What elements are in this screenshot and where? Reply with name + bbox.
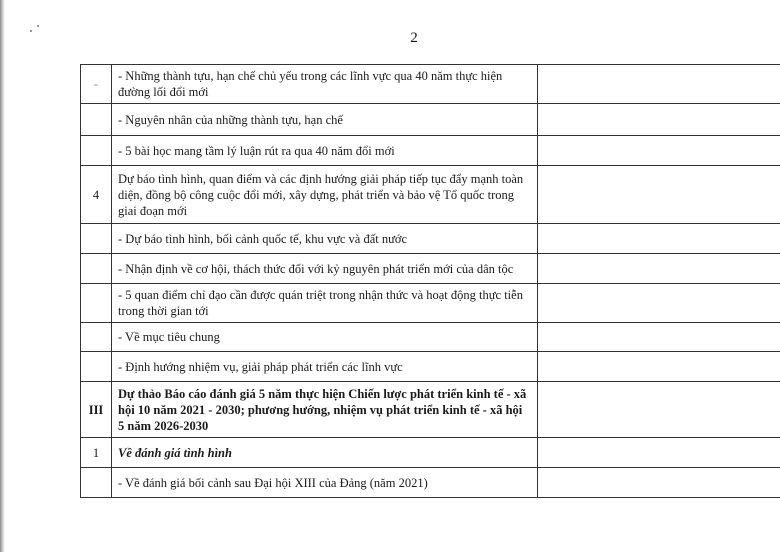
table-row bbox=[81, 104, 780, 136]
row-content: Dự thảo Báo cáo đánh giá 5 năm thực hiện Chiến lược phát triển kinh tế - xã hội 10 năm 2021 - 2030; phương hướng, nhiệm vụ phát triển kinh tế - xã hội 5 năm 2026-2030 bbox=[112, 382, 538, 438]
row-number bbox=[81, 104, 112, 136]
empty-cell bbox=[538, 104, 780, 136]
table-row bbox=[81, 352, 780, 382]
row-content: - Những thành tựu, hạn chế chủ yếu trong các lĩnh vực qua 40 năm thực hiện đường lối đổi mới bbox=[112, 65, 538, 104]
row-content: - Nhận định về cơ hội, thách thức đối với kỷ nguyên phát triển mới của dân tộc bbox=[112, 254, 538, 284]
table-row bbox=[81, 166, 780, 224]
empty-cell bbox=[538, 136, 780, 166]
row-content: - Về mục tiêu chung bbox=[112, 323, 538, 352]
row-number: 1 bbox=[81, 438, 112, 468]
row-number bbox=[81, 323, 112, 352]
row-content: - Định hướng nhiệm vụ, giải pháp phát triển các lĩnh vực bbox=[112, 352, 538, 382]
scan-speck bbox=[37, 25, 39, 27]
scan-speck bbox=[30, 30, 32, 32]
row-number bbox=[81, 284, 112, 323]
table-row bbox=[81, 65, 780, 104]
scan-edge-shadow bbox=[0, 0, 5, 552]
empty-cell bbox=[538, 224, 780, 254]
row-number: 4 bbox=[81, 166, 112, 224]
empty-cell bbox=[538, 254, 780, 284]
empty-cell bbox=[538, 438, 780, 468]
empty-cell bbox=[538, 352, 780, 382]
row-content: - Dự báo tình hình, bối cảnh quốc tế, khu vực và đất nước bbox=[112, 224, 538, 254]
empty-cell bbox=[538, 468, 780, 498]
table-row bbox=[81, 254, 780, 284]
table-row bbox=[81, 323, 780, 352]
row-number bbox=[81, 352, 112, 382]
row-number bbox=[81, 224, 112, 254]
row-number: - bbox=[81, 65, 112, 104]
row-content: Về đánh giá tình hình bbox=[112, 438, 538, 468]
row-number: III bbox=[81, 382, 112, 438]
table-row bbox=[81, 438, 780, 468]
page-number: 2 bbox=[410, 30, 418, 46]
empty-cell bbox=[538, 65, 780, 104]
empty-cell bbox=[538, 166, 780, 224]
content-table bbox=[80, 64, 780, 498]
row-number bbox=[81, 136, 112, 166]
row-content: Dự báo tình hình, quan điểm và các định hướng giải pháp tiếp tục đẩy mạnh toàn diện, đồng bộ công cuộc đổi mới, xây dựng, phát triển và bảo vệ Tổ quốc trong giai đoạn mới bbox=[112, 166, 538, 224]
row-number bbox=[81, 468, 112, 498]
empty-cell bbox=[538, 323, 780, 352]
table-row bbox=[81, 382, 780, 438]
row-number bbox=[81, 254, 112, 284]
row-content: - 5 bài học mang tầm lý luận rút ra qua 40 năm đổi mới bbox=[112, 136, 538, 166]
empty-cell bbox=[538, 382, 780, 438]
table-row bbox=[81, 468, 780, 498]
empty-cell bbox=[538, 284, 780, 323]
table-row bbox=[81, 136, 780, 166]
table-row bbox=[81, 284, 780, 323]
row-content: - Về đánh giá bối cảnh sau Đại hội XIII của Đảng (năm 2021) bbox=[112, 468, 538, 498]
row-content: - Nguyên nhân của những thành tựu, hạn chế bbox=[112, 104, 538, 136]
table-row bbox=[81, 224, 780, 254]
row-content: - 5 quan điểm chỉ đạo cần được quán triệt trong nhận thức và hoạt động thực tiễn trong thời gian tới bbox=[112, 284, 538, 323]
